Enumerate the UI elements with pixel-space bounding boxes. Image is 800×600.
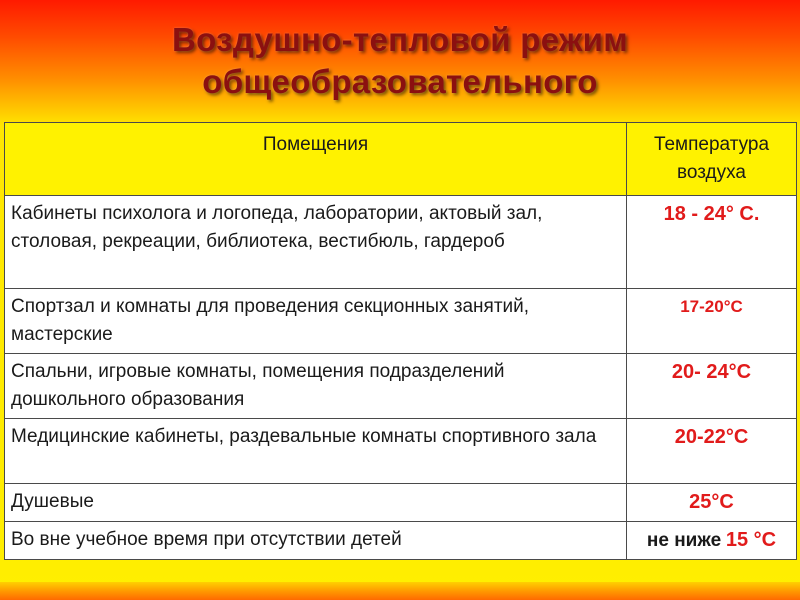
table-row — [5, 484, 797, 522]
temperature-value: 25°С — [689, 491, 734, 513]
temperature-cell — [627, 522, 797, 560]
temperature-table — [4, 122, 797, 560]
temperature-value: 17-20°С — [680, 297, 743, 316]
room-cell: Медицинские кабинеты, раздевальные комнаты спортивного зала — [5, 419, 627, 484]
temperature-prefix: не ниже — [646, 530, 722, 551]
table-header-row — [5, 123, 797, 196]
temperature-cell — [627, 289, 797, 354]
temperature-table-container — [4, 122, 796, 560]
temperature-value: 18 - 24° С. — [663, 203, 760, 225]
table-row — [5, 354, 797, 419]
table-row — [5, 196, 797, 289]
table-row — [5, 419, 797, 484]
temperature-value: 20-22°С — [674, 426, 749, 448]
header-rooms: Помещения — [5, 123, 627, 196]
header-temperature — [627, 123, 797, 196]
table-row — [5, 289, 797, 354]
room-cell: Кабинеты психолога и логопеда, лаборатории, актовый зал, столовая, рекреации, библиотека, вестибюль, гардероб — [5, 196, 627, 289]
temperature-cell — [627, 419, 797, 484]
slide-title — [0, 8, 800, 113]
title-line-2: общеобразовательного — [202, 62, 598, 100]
room-cell: Во вне учебное время при отсутствии детей — [5, 522, 627, 560]
header-temperature-line2: воздуха — [677, 162, 746, 183]
temperature-cell — [627, 196, 797, 289]
room-cell: Душевые — [5, 484, 627, 522]
header-temperature-line1: Температура — [653, 134, 770, 155]
temperature-cell — [627, 484, 797, 522]
temperature-cell — [627, 354, 797, 419]
table-row — [5, 522, 797, 560]
title-line-1: Воздушно-тепловой режим — [172, 20, 628, 58]
room-cell: Спальни, игровые комнаты, помещения подразделений дошкольного образования — [5, 354, 627, 419]
temperature-value: 20- 24°С — [671, 361, 752, 383]
room-cell: Спортзал и комнаты для проведения секционных занятий, мастерские — [5, 289, 627, 354]
temperature-value: 15 °С — [725, 529, 777, 551]
bottom-decorative-stripe — [0, 582, 800, 600]
